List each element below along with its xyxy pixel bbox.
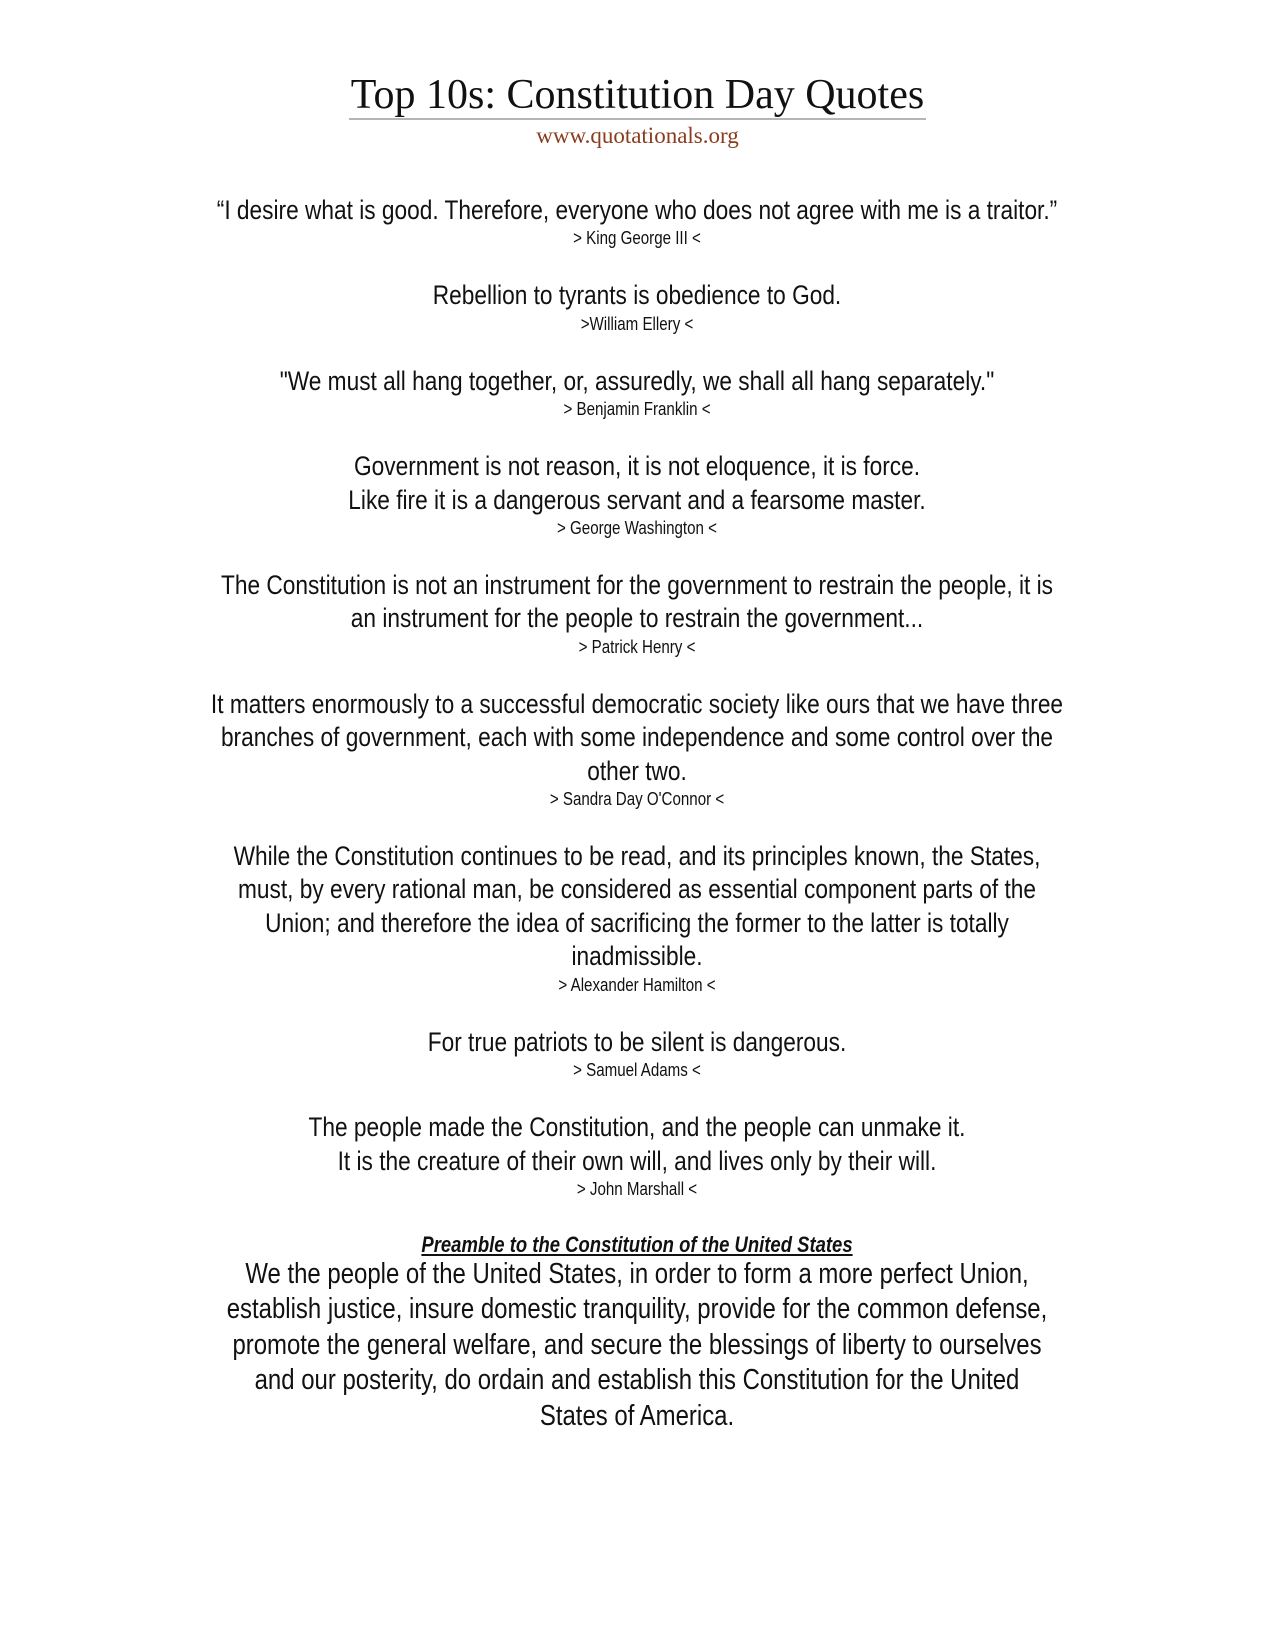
quotes-list bbox=[175, 194, 1099, 1434]
preamble-text-line: establish justice, insure domestic tranquility, provide for the common defense, bbox=[226, 1293, 1048, 1326]
quote-text-line: The people made the Constitution, and the people can unmake it. bbox=[308, 1112, 966, 1143]
quote-text-line: “I desire what is good. Therefore, everyone who does not agree with me is a traitor.” bbox=[216, 195, 1058, 225]
preamble-text-line: promote the general welfare, and secure the blessings of liberty to ourselves bbox=[232, 1328, 1042, 1361]
preamble-text-line: We the people of the United States, in order to form a more perfect Union, bbox=[245, 1257, 1029, 1290]
quote-block bbox=[175, 365, 1099, 421]
quote-text-line: an instrument for the people to restrain the government... bbox=[350, 603, 924, 634]
quote-block bbox=[175, 279, 1099, 335]
quote-text-line: It is the creature of their own will, and lives only by their will. bbox=[337, 1145, 937, 1176]
quote-block bbox=[175, 450, 1099, 540]
quote-block bbox=[175, 569, 1099, 659]
quote-block bbox=[175, 1111, 1099, 1201]
quote-author: >William Ellery < bbox=[580, 313, 694, 334]
quote-author: > Benjamin Franklin < bbox=[563, 399, 711, 420]
quote-block bbox=[175, 194, 1099, 250]
quote-text-line: While the Constitution continues to be read, and its principles known, the States, bbox=[233, 841, 1041, 872]
quote-block bbox=[175, 688, 1099, 811]
quote-text-line: For true patriots to be silent is dangerous. bbox=[427, 1026, 847, 1057]
quote-author: > King George III < bbox=[573, 228, 701, 249]
preamble-text-line: and our posterity, do ordain and establish this Constitution for the United bbox=[254, 1364, 1020, 1397]
quote-text-line: The Constitution is not an instrument for the government to restrain the people, it is bbox=[220, 570, 1054, 601]
quote-text-line: "We must all hang together, or, assuredly, we shall all hang separately." bbox=[279, 365, 995, 396]
quote-text-line: Union; and therefore the idea of sacrificing the former to the latter is totally bbox=[265, 907, 1009, 938]
quote-text-line: branches of government, each with some independence and some control over the bbox=[220, 722, 1054, 753]
quote-text-line: inadmissible. bbox=[571, 941, 703, 972]
quote-text-line: It matters enormously to a successful democratic society like ours that we have three bbox=[210, 688, 1064, 719]
quote-block bbox=[175, 1026, 1099, 1082]
quote-block bbox=[175, 840, 1099, 997]
quote-author: > George Washington < bbox=[557, 518, 717, 539]
quote-author: > Alexander Hamilton < bbox=[558, 974, 716, 995]
quote-text-line: other two. bbox=[587, 755, 687, 786]
document-header bbox=[0, 72, 1275, 150]
quote-text-line: must, by every rational man, be considered as essential component parts of the bbox=[237, 874, 1036, 905]
quote-text-line: Rebellion to tyrants is obedience to God. bbox=[432, 280, 842, 311]
preamble-text-line: States of America. bbox=[539, 1399, 735, 1432]
document-title: Top 10s: Constitution Day Quotes bbox=[350, 72, 925, 118]
quote-author: > John Marshall < bbox=[576, 1178, 698, 1199]
preamble-heading: Preamble to the Constitution of the United States bbox=[421, 1231, 853, 1257]
quote-author: > Patrick Henry < bbox=[578, 636, 696, 657]
quote-text-line: Like fire it is a dangerous servant and a fearsome master. bbox=[348, 484, 926, 515]
quote-text-line: Government is not reason, it is not eloquence, it is force. bbox=[353, 451, 921, 482]
quote-author: > Sandra Day O'Connor < bbox=[549, 789, 725, 810]
website-url: www.quotationals.org bbox=[536, 123, 739, 148]
quote-author: > Samuel Adams < bbox=[573, 1060, 701, 1081]
